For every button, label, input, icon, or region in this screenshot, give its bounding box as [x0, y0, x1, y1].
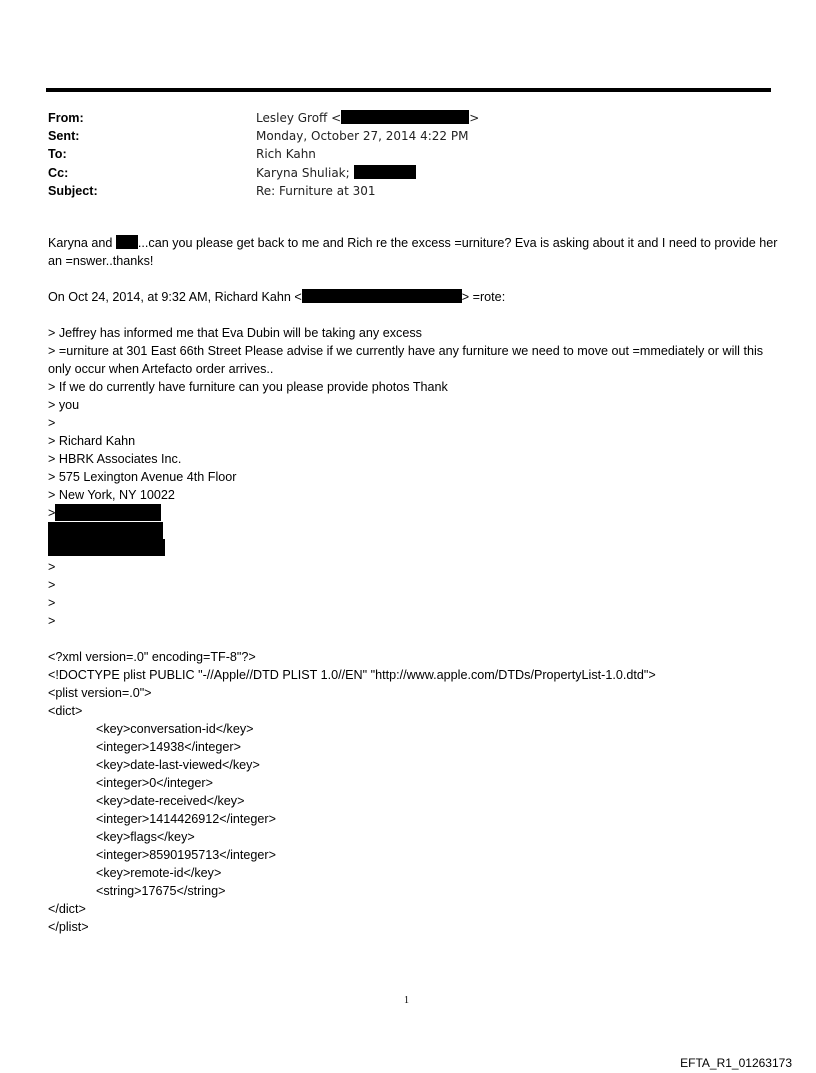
redaction-bar [48, 539, 165, 556]
quote-line: > 575 Lexington Avenue 4th Floor [48, 470, 237, 484]
quoted-attribution [48, 288, 778, 306]
attribution-start: On Oct 24, 2014, at 9:32 AM, Richard Kahn < [48, 290, 302, 304]
xml-line: <!DOCTYPE plist PUBLIC "-//Apple//DTD PLIST 1.0//EN" "http://www.apple.com/DTDs/PropertyList-1.0.dtd"> [48, 668, 656, 682]
redacted-line [48, 504, 778, 522]
from-value [256, 109, 479, 127]
from-suffix: > [469, 111, 480, 125]
spacer [48, 306, 778, 324]
subject-value: Re: Furniture at 301 [256, 183, 376, 198]
quote-line: > Jeffrey has informed me that Eva Dubin will be taking any excess [48, 326, 422, 340]
from-label: From: [48, 111, 84, 125]
redaction-bar [55, 504, 161, 521]
redaction-bar [116, 235, 138, 249]
quote-line: > HBRK Associates Inc. [48, 452, 182, 466]
xml-line: </plist> [48, 920, 89, 934]
xml-line: <key>flags</key> [96, 830, 195, 844]
redaction-bar [302, 289, 462, 303]
from-name: Lesley Groff < [256, 111, 342, 125]
to-value: Rich Kahn [256, 147, 316, 162]
redacted-gt: > [48, 506, 56, 520]
quote-line: > [48, 560, 56, 574]
xml-line: </dict> [48, 902, 86, 916]
redaction-bar [48, 522, 163, 539]
quote-line: > Richard Kahn [48, 434, 136, 448]
quote-line: > [48, 416, 56, 430]
spacer [48, 630, 778, 648]
xml-line: <key>date-received</key> [96, 794, 245, 808]
sent-label: Sent: [48, 129, 80, 144]
header-rule [46, 88, 771, 92]
cc-label: Cc: [48, 165, 69, 180]
xml-line: <key>date-last-viewed</key> [96, 758, 260, 772]
p1-rest: ...can you please get back to me and Rich re the excess =urniture? Eva is asking about it and I need to provide her an =nswer..thanks! [48, 236, 778, 268]
subject-label: Subject: [48, 183, 98, 198]
p1-start: Karyna and [48, 236, 113, 250]
quote-line: > [48, 578, 56, 592]
quote-line: > you [48, 398, 80, 412]
quote-line: > New York, NY 10022 [48, 488, 175, 502]
xml-line: <plist version=.0"> [48, 686, 152, 700]
xml-line: <integer>0</integer> [96, 776, 213, 790]
xml-line: <integer>8590195713</integer> [96, 848, 276, 862]
redaction-bar [354, 165, 416, 179]
email-body [48, 234, 778, 936]
redaction-bar [341, 110, 469, 124]
cc-name: Karyna Shuliak; [256, 165, 350, 180]
xml-line: <integer>1414426912</integer> [96, 812, 276, 826]
spacer [48, 270, 778, 288]
xml-line: <key>conversation-id</key> [96, 722, 254, 736]
page-number: 1 [404, 995, 409, 1006]
xml-line: <string>17675</string> [96, 884, 226, 898]
xml-line: <integer>14938</integer> [96, 740, 241, 754]
quote-line: > =urniture at 301 East 66th Street Please advise if we currently have any furniture we need to move out =mmediately or will this only occur when Artefacto order arrives.. [48, 344, 764, 376]
xml-line: <?xml version=.0" encoding=TF-8"?> [48, 650, 256, 664]
quote-line: > [48, 596, 56, 610]
xml-line: <dict> [48, 704, 83, 718]
xml-line: <key>remote-id</key> [96, 866, 222, 880]
sent-value: Monday, October 27, 2014 4:22 PM [256, 129, 469, 144]
to-label: To: [48, 147, 67, 162]
quote-line: > [48, 614, 56, 628]
attribution-end: > =rote: [461, 290, 506, 304]
cc-value [256, 164, 416, 182]
body-paragraph-1 [48, 234, 778, 270]
document-id: EFTA_R1_01263173 [680, 1056, 792, 1070]
quote-line: > If we do currently have furniture can you please provide photos Thank [48, 380, 448, 394]
